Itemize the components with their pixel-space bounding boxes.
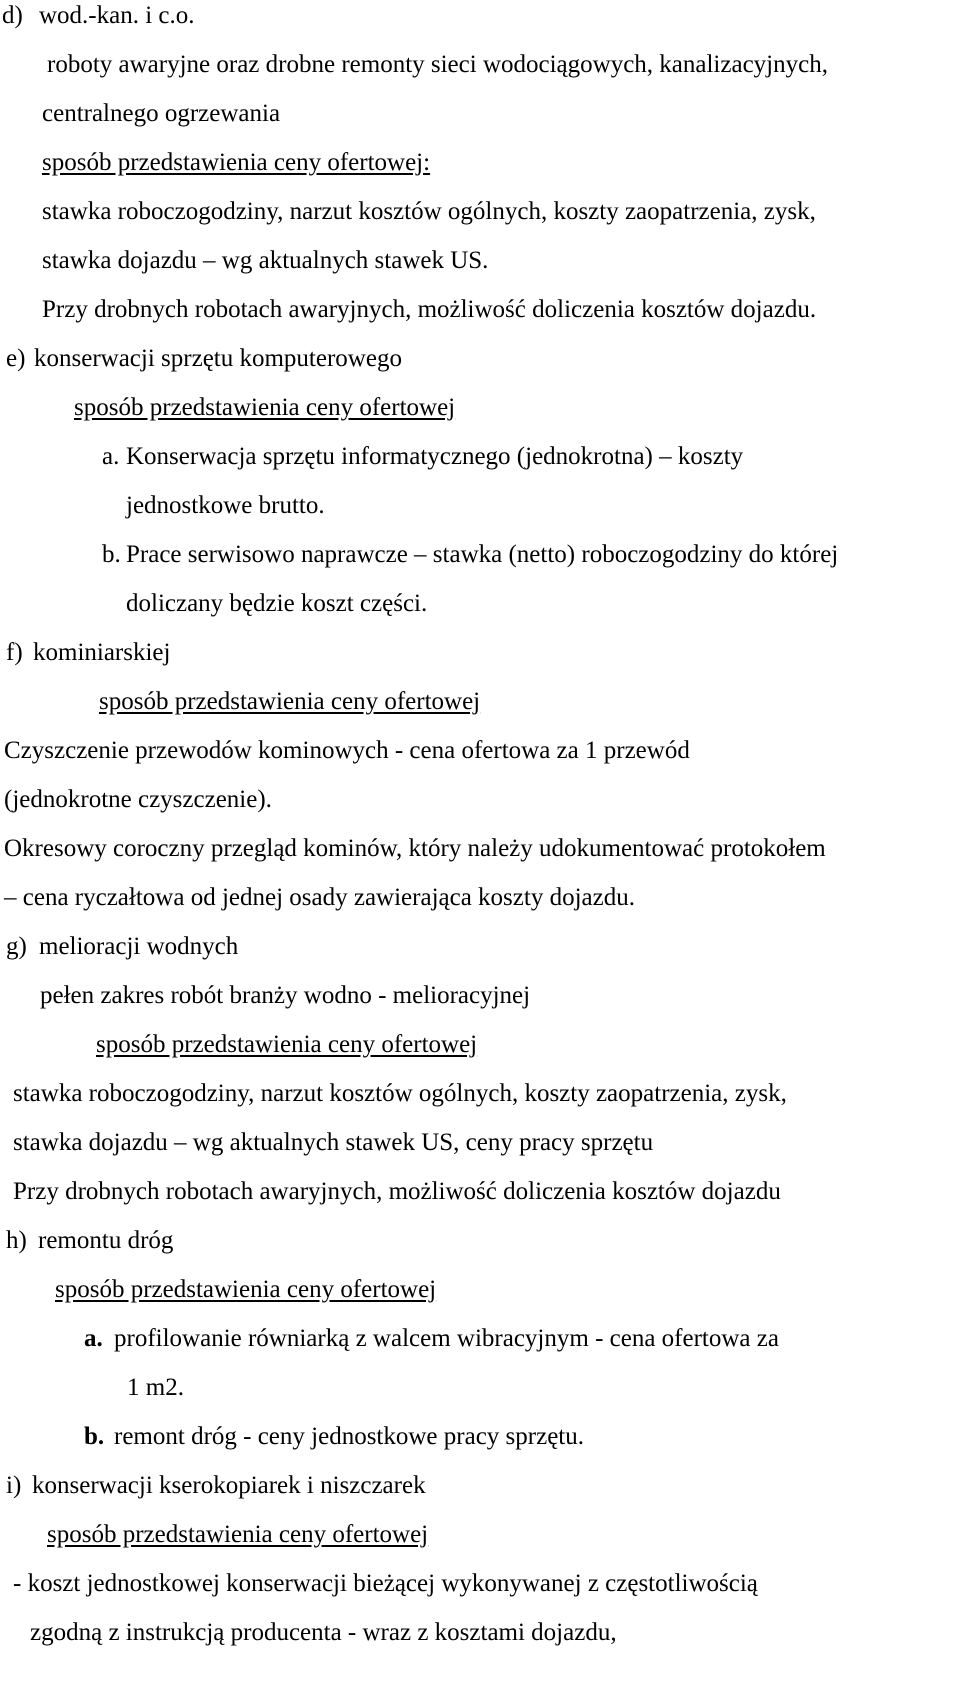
section-h-item-b-marker: b. <box>84 1423 105 1450</box>
section-h-method-heading: sposób przedstawienia ceny ofertowej <box>55 1276 437 1303</box>
section-g-line-1: stawka roboczogodziny, narzut kosztów ogólnych, koszty zaopatrzenia, zysk, <box>13 1080 787 1107</box>
section-i-label: i) <box>6 1472 22 1499</box>
section-g-heading <box>6 934 238 959</box>
section-f-line-1: Czyszczenie przewodów kominowych - cena ofertowa za 1 przewód <box>4 737 690 764</box>
section-g-scope: pełen zakres robót branży wodno - melioracyjnej <box>40 982 531 1009</box>
section-d-method-line-1: stawka roboczogodziny, narzut kosztów ogólnych, koszty zaopatrzenia, zysk, <box>42 198 816 225</box>
section-g-label: g) <box>6 933 27 960</box>
section-e-item-b-marker: b. <box>102 541 121 568</box>
section-e-item-b <box>102 542 838 567</box>
section-e-item-a-marker: a. <box>102 443 120 470</box>
section-g-line-2: stawka dojazdu – wg aktualnych stawek US, ceny pracy sprzętu <box>13 1129 654 1156</box>
section-f-title: kominiarskiej <box>33 639 171 666</box>
section-e-title: konserwacji sprzętu komputerowego <box>34 345 402 372</box>
section-h-item-a <box>84 1326 779 1351</box>
section-f-heading <box>6 640 170 665</box>
section-h-title: remontu dróg <box>38 1227 174 1254</box>
section-i-line-2: zgodną z instrukcją producenta - wraz z kosztami dojazdu, <box>30 1619 617 1646</box>
section-e-item-a-text: Konserwacja sprzętu informatycznego (jednokrotna) – koszty <box>126 443 744 470</box>
section-d-scope: roboty awaryjne oraz drobne remonty sieci wodociągowych, kanalizacyjnych, <box>47 51 828 78</box>
section-i-method-heading: sposób przedstawienia ceny ofertowej <box>47 1521 429 1548</box>
section-h-heading <box>6 1228 173 1253</box>
section-e-item-a <box>102 444 743 469</box>
section-i-title: konserwacji kserokopiarek i niszczarek <box>32 1472 426 1499</box>
section-d-method-heading: sposób przedstawienia ceny ofertowej: <box>42 149 431 176</box>
section-d-scope-continued: centralnego ogrzewania <box>42 100 281 127</box>
section-h-item-b-text: remont dróg - ceny jednostkowe pracy sprzętu. <box>114 1423 584 1450</box>
section-d-note: Przy drobnych robotach awaryjnych, możliwość doliczenia kosztów dojazdu. <box>42 296 817 323</box>
section-h-item-a-marker: a. <box>84 1325 103 1352</box>
section-f-line-3: Okresowy coroczny przegląd kominów, który należy udokumentować protokołem <box>4 835 826 862</box>
section-d-heading <box>2 3 195 28</box>
section-g-line-3: Przy drobnych robotach awaryjnych, możliwość doliczenia kosztów dojazdu <box>13 1178 781 1205</box>
section-d-label: d) <box>2 2 23 29</box>
section-e-heading <box>6 346 402 371</box>
section-h-item-b <box>84 1424 584 1449</box>
section-h-item-a-continued: 1 m2. <box>127 1374 184 1401</box>
section-h-label: h) <box>6 1227 27 1254</box>
section-d-method-line-2: stawka dojazdu – wg aktualnych stawek US. <box>42 247 489 274</box>
section-f-line-4: – cena ryczałtowa od jednej osady zawierająca koszty dojazdu. <box>4 884 635 911</box>
section-g-title: melioracji wodnych <box>39 933 239 960</box>
section-e-item-b-continued: doliczany będzie koszt części. <box>126 590 428 617</box>
section-e-method-heading: sposób przedstawienia ceny ofertowej <box>74 394 456 421</box>
section-d-title: wod.-kan. i c.o. <box>39 2 195 29</box>
section-e-item-a-continued: jednostkowe brutto. <box>126 492 325 519</box>
section-e-label: e) <box>6 345 26 372</box>
section-g-method-heading: sposób przedstawienia ceny ofertowej <box>96 1031 478 1058</box>
section-f-label: f) <box>6 639 23 666</box>
section-i-line-1: - koszt jednostkowej konserwacji bieżącej wykonywanej z częstotliwością <box>13 1570 758 1597</box>
section-f-method-heading: sposób przedstawienia ceny ofertowej <box>99 688 481 715</box>
section-i-heading <box>6 1473 426 1498</box>
section-f-line-2: (jednokrotne czyszczenie). <box>4 786 272 813</box>
section-h-item-a-text: profilowanie równiarką z walcem wibracyjnym - cena ofertowa za <box>114 1325 779 1352</box>
section-e-item-b-text: Prace serwisowo naprawcze – stawka (netto) roboczogodziny do której <box>126 541 839 568</box>
